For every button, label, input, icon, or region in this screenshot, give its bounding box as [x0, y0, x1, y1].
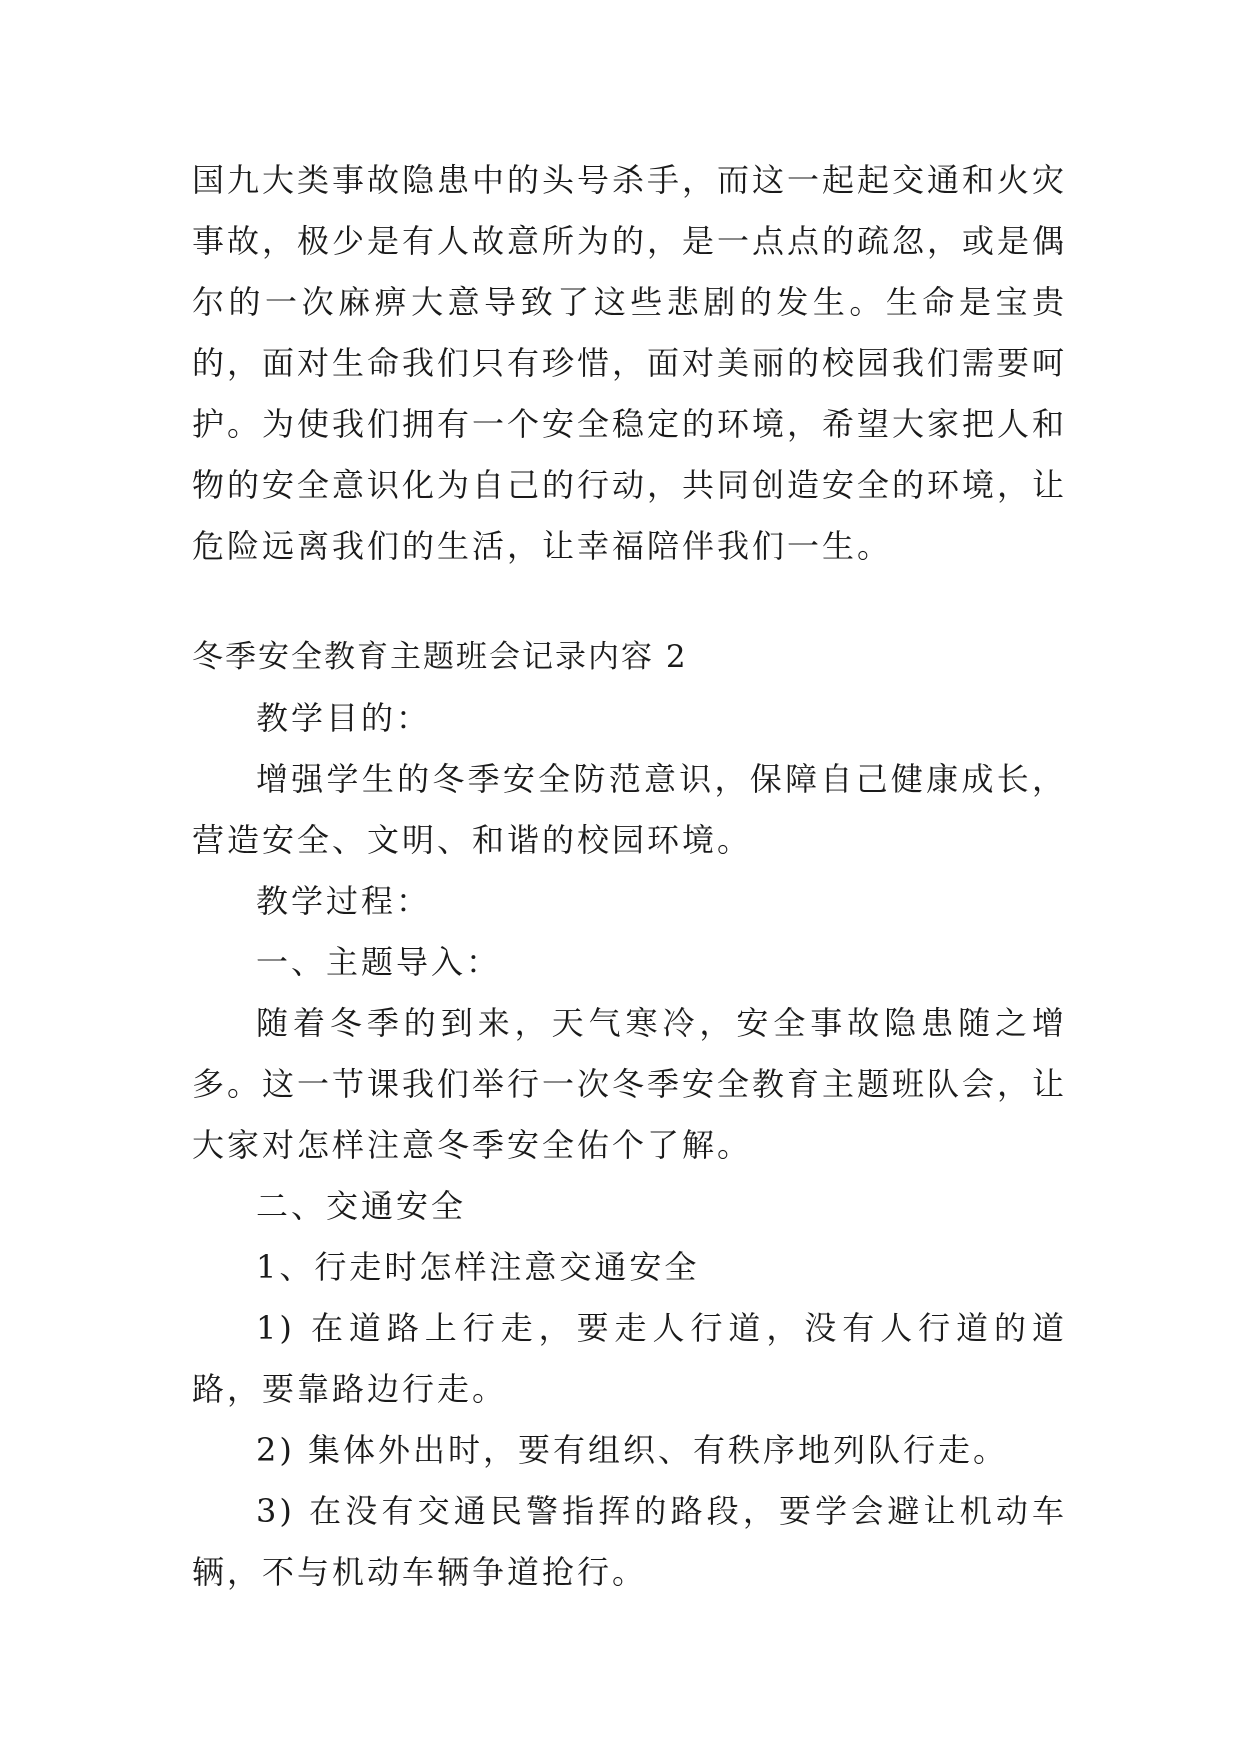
section-1-text: 随着冬季的到来，天气寒冷，安全事故隐患随之增多。这一节课我们举行一次冬季安全教育主题班队会，让大家对怎样注意冬季安全佑个了解。 — [192, 1004, 1068, 1164]
section-2-title: 二、交通安全 — [256, 1187, 467, 1225]
goal-text: 增强学生的冬季安全防范意识，保障自己健康成长，营造安全、文明、和谐的校园环境。 — [192, 760, 1067, 859]
sub-item-1: 1) 在道路上行走，要走人行道，没有人行道的道路，要靠路边行走。 — [192, 1309, 1067, 1408]
goal-label: 教学目的： — [256, 699, 432, 737]
section-1-title: 一、主题导入： — [256, 943, 502, 981]
process-label: 教学过程： — [256, 882, 432, 920]
sub-item-2: 2) 集体外出时，要有组织、有秩序地列队行走。 — [256, 1431, 1009, 1469]
item-1-title: 1、行走时怎样注意交通安全 — [256, 1248, 700, 1286]
section-heading: 冬季安全教育主题班会记录内容 2 — [192, 639, 688, 675]
document-page — [192, 150, 1067, 1603]
sub-item-3: 3) 在没有交通民警指挥的路段，要学会避让机动车辆，不与机动车辆争道抢行。 — [192, 1492, 1067, 1591]
intro-paragraph: 国九大类事故隐患中的头号杀手，而这一起起交通和火灾事故，极少是有人故意所为的，是一点点的疏忽，或是偶尔的一次麻痹大意导致了这些悲剧的发生。生命是宝贵的，面对生命我们只有珍惜，面对美丽的校园我们需要呵护。为使我们拥有一个安全稳定的环境，希望大家把人和物的安全意识化为自己的行动，共同创造安全的环境，让危险远离我们的生活，让幸福陪伴我们一生。 — [192, 161, 1068, 565]
